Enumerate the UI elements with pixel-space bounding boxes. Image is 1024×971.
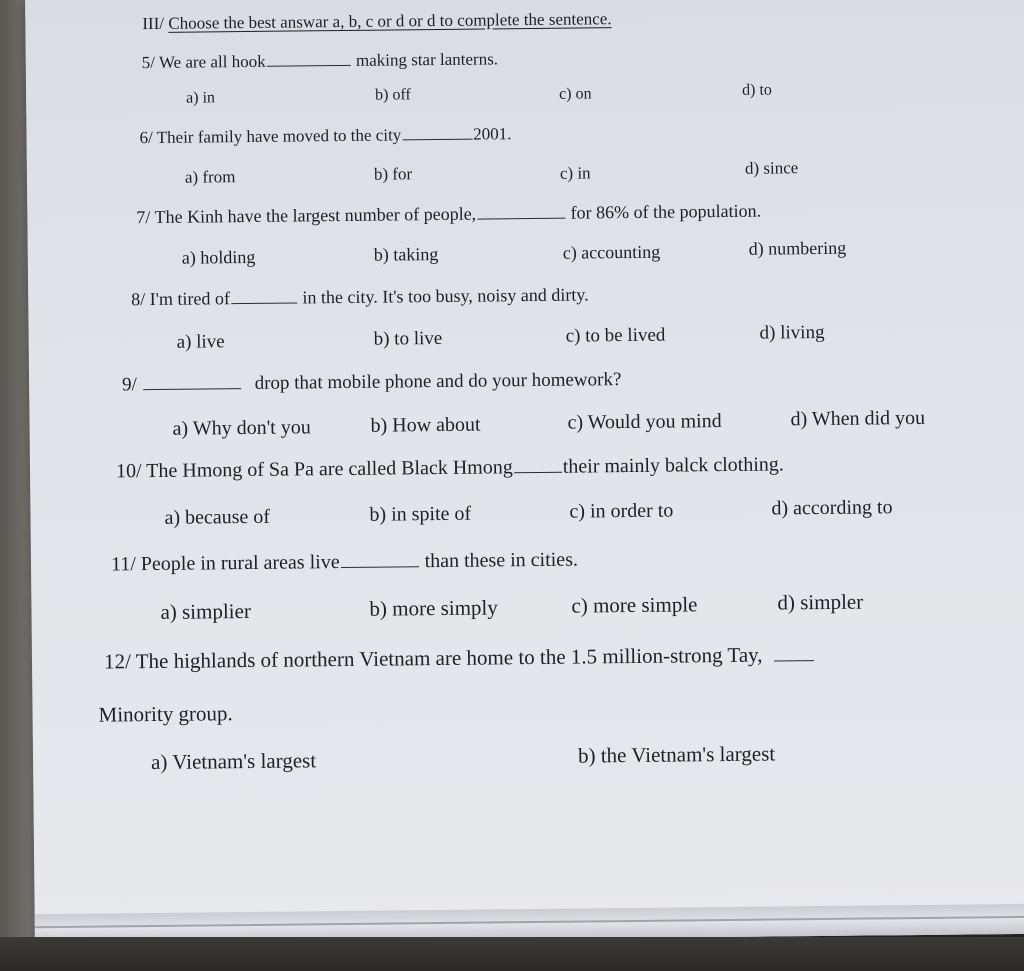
option-a: a) simplier [160, 598, 252, 624]
option-d: d) to [741, 81, 772, 99]
option-c: c) accounting [562, 241, 661, 263]
answer-blank [267, 64, 351, 67]
section-instruction: Choose the best answar a, b, c or d or d to complete the sentence. [168, 9, 612, 33]
option-c: c) more simple [571, 592, 698, 618]
question-number: 7/ [136, 207, 151, 228]
worksheet-page [25, 0, 1024, 944]
option-b: b) How about [370, 413, 481, 437]
option-d: d) living [759, 321, 825, 344]
option-a: a) live [176, 331, 225, 353]
option-d: d) simpler [777, 589, 864, 615]
desk-surface-bottom [0, 937, 1024, 971]
question-text-after: drop that mobile phone and do your homework? [254, 369, 622, 394]
question-number: 8/ [131, 289, 146, 310]
question-text-after: than these in cities. [424, 548, 579, 573]
question-text-after: making star lanterns. [355, 49, 499, 70]
section-number: III/ [142, 13, 165, 34]
question-number: 5/ [141, 52, 156, 73]
option-a: a) Why don't you [172, 416, 311, 440]
option-b: b) off [375, 86, 411, 104]
option-a: a) in [186, 89, 216, 107]
option-d: d) numbering [748, 237, 847, 259]
option-b: b) for [373, 164, 413, 184]
question-9 [122, 370, 621, 394]
question-number: 11/ [110, 553, 136, 576]
option-b: b) in spite of [369, 502, 472, 526]
question-5 [142, 50, 498, 71]
question-number: 9/ [122, 374, 138, 396]
question-text-after: 2001. [473, 124, 512, 144]
option-a: a) Vietnam's largest [150, 748, 317, 775]
section-heading [142, 10, 611, 32]
option-d: d) according to [771, 496, 893, 520]
question-text-before: People in rural areas live [140, 551, 340, 576]
question-number: 12/ [103, 649, 131, 674]
option-c: c) in order to [569, 499, 674, 523]
question-6 [139, 125, 511, 146]
question-text-after: their mainly balck clothing. [562, 453, 784, 478]
question-number: 10/ [115, 460, 142, 483]
option-a: a) from [184, 167, 236, 187]
question-text-before: We are all hook [158, 51, 266, 72]
question-text-before: The highlands of northern Vietnam are home to the 1.5 million-strong Tay, [135, 642, 763, 674]
option-b: b) taking [373, 244, 439, 265]
option-b: b) to live [373, 327, 443, 350]
option-a: a) holding [181, 246, 256, 268]
question-12-continuation: Minority group. [98, 701, 233, 727]
question-10 [116, 454, 784, 481]
answer-blank [477, 217, 565, 220]
answer-blank [402, 138, 472, 141]
option-c: c) to be lived [565, 324, 666, 347]
answer-blank [514, 471, 562, 474]
answer-blank [231, 301, 297, 304]
question-text-before: I'm tired of [149, 288, 231, 310]
question-number: 6/ [139, 127, 153, 148]
answer-blank [341, 565, 419, 568]
question-text-after: in the city. It's too busy, noisy and dirty. [302, 284, 589, 308]
option-a: a) because of [164, 505, 271, 529]
question-7 [136, 202, 761, 227]
option-d: d) since [744, 158, 799, 178]
option-c: c) in [559, 163, 591, 183]
question-text-before: Their family have moved to the city [156, 125, 402, 147]
option-d: d) When did you [790, 406, 926, 431]
answer-blank [774, 659, 814, 661]
question-12 [104, 644, 815, 672]
question-text-before: The Hmong of Sa Pa are called Black Hmong [146, 456, 513, 483]
question-11 [111, 550, 578, 575]
answer-blank [143, 387, 241, 390]
question-8 [131, 285, 589, 308]
question-text-before: The Kinh have the largest number of people, [154, 203, 477, 227]
option-b: b) more simply [369, 595, 498, 621]
option-c: c) Would you mind [567, 410, 722, 434]
question-text-after: for 86% of the population. [570, 200, 762, 223]
option-b: b) the Vietnam's largest [577, 741, 776, 768]
option-c: c) on [559, 85, 592, 103]
